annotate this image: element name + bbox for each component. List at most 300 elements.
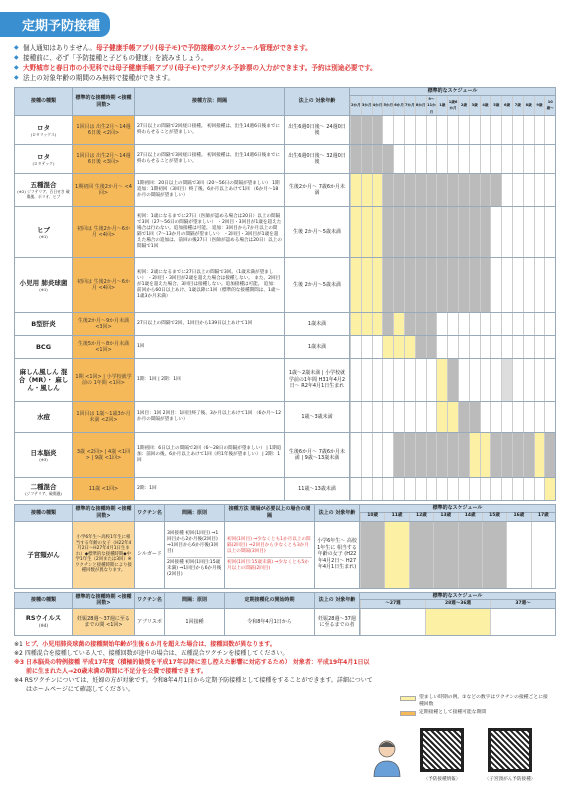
vaccine-frequency: 1回目は 出生2月〜14週6日後 <3回> xyxy=(73,145,135,174)
schedule-cells xyxy=(350,258,556,313)
schedule-cell xyxy=(350,336,361,358)
schedule-cell xyxy=(447,402,458,432)
schedule-cell xyxy=(447,359,458,401)
schedule-cell xyxy=(480,116,491,144)
schedule-cell xyxy=(512,478,523,500)
schedule-cell xyxy=(350,207,361,257)
schedule-cell xyxy=(372,478,383,500)
schedule-cell xyxy=(501,336,512,358)
vaccine-name: ロタ (ロタテック) xyxy=(15,145,73,174)
schedule-cell xyxy=(523,478,534,500)
schedule-cell xyxy=(372,145,383,173)
target-age: 出生6週0日後〜 24週0日後 xyxy=(285,116,350,145)
col-header: ワクチン名 xyxy=(135,505,165,522)
page-title: 定期予防接種 xyxy=(0,12,110,37)
col-header: 間隔：原則 xyxy=(165,592,225,609)
schedule-cell xyxy=(501,207,512,257)
schedule-cell xyxy=(512,359,523,401)
schedule-cells xyxy=(350,207,556,258)
schedule-cell xyxy=(512,116,523,144)
schedule-cell xyxy=(512,258,523,312)
schedule-cell xyxy=(393,433,404,477)
col-header: 標準的な接種時期 <接種回数> xyxy=(73,505,135,522)
vaccine-name: BCG xyxy=(15,336,73,359)
bullet-item: ◆ 接種前に、必ず「予防接種と子どもの健康」を読みましょう。 xyxy=(14,53,556,63)
bullet-item: ◆ 大野城市と春日市の小児科では母子健康手帳アプリ(母子モ)でデジタル予診票の入力ができます。予約は別途必要です。 xyxy=(14,63,556,73)
schedule-cell xyxy=(350,145,361,173)
schedule-cell xyxy=(436,478,447,500)
schedule-cell xyxy=(426,359,437,401)
schedule-col-label: 9〜11か月 xyxy=(427,96,436,114)
vaccine-name: 小児用 肺炎球菌 (※1) xyxy=(15,258,73,313)
schedule-cells xyxy=(350,174,556,207)
schedule-cell xyxy=(361,207,372,257)
schedule-col-label: 9歳 xyxy=(534,96,545,116)
schedule-cell xyxy=(436,116,447,144)
col-header: 接種の種類 xyxy=(15,592,73,609)
schedule-cell xyxy=(490,313,501,335)
schedule-col-label: 5か月 xyxy=(382,96,393,116)
schedule-cell xyxy=(458,174,469,206)
schedule-cell xyxy=(512,402,523,432)
schedule-cell xyxy=(523,207,534,257)
schedule-cell xyxy=(501,145,512,173)
schedule-cell xyxy=(350,258,361,312)
col-header: 法上の 対象年齢 xyxy=(315,592,360,609)
schedule-cell xyxy=(415,207,426,257)
schedule-col-label: 5歳 xyxy=(490,96,501,116)
schedule-cell xyxy=(469,313,480,335)
schedule-col-label: 13歳 xyxy=(433,513,457,521)
vaccine-method: 1回 xyxy=(135,336,285,359)
target-age: 1歳〜3歳未満 xyxy=(285,402,350,433)
schedule-cell xyxy=(501,402,512,432)
schedule-cell xyxy=(415,359,426,401)
vaccine-method: 1期：1回 | 2期：1回 xyxy=(135,359,285,402)
schedule-cell xyxy=(404,116,415,144)
schedule-cell xyxy=(447,433,458,477)
schedule-cell xyxy=(382,174,393,206)
schedule-cell xyxy=(512,174,523,206)
schedule-col-label: 28週〜36週 xyxy=(425,600,490,608)
schedule-cell xyxy=(447,174,458,206)
target-age: 11歳〜13歳未満 xyxy=(285,478,350,501)
schedule-cell xyxy=(458,313,469,335)
col-header: 標準的な接種時期 <接種回数> xyxy=(73,88,135,116)
schedule-cell xyxy=(501,359,512,401)
schedule-cell xyxy=(523,336,534,358)
schedule-cell xyxy=(382,359,393,401)
schedule-cell xyxy=(544,116,555,144)
schedule-cell xyxy=(501,116,512,144)
schedule-cell xyxy=(490,336,501,358)
legend-item: 望ましい時期の例。①などの数字はワクチンの接種ごとに接種回数 xyxy=(400,695,550,708)
col-header: ワクチン名 xyxy=(135,592,165,609)
schedule-cell xyxy=(512,433,523,477)
schedule-cell xyxy=(534,258,545,312)
schedule-cell xyxy=(544,478,555,500)
schedule-cell xyxy=(404,258,415,312)
schedule-cell xyxy=(361,336,372,358)
target-age: 1歳未満 xyxy=(285,336,350,359)
schedule-cell xyxy=(501,313,512,335)
schedule-cell xyxy=(372,359,383,401)
schedule-cell xyxy=(415,258,426,312)
table-row xyxy=(15,116,556,145)
schedule-cell xyxy=(426,336,437,358)
schedule-col-label: 7歳 xyxy=(512,96,523,116)
vaccine-name: 日本脳炎 (※3) xyxy=(15,433,73,478)
schedule-cell xyxy=(426,116,437,144)
schedule-cell xyxy=(404,207,415,257)
schedule-cell xyxy=(544,207,555,257)
schedule-col-label: 37週〜 xyxy=(490,600,555,608)
bullet-list xyxy=(14,43,556,83)
interval-rule: 3回接種 初回(1回目) ⇒1回目から2か月後(2回目) ⇒1回目から6か月後(3回目) 2回接種 初回(1回目:15歳未満) ⇒1回目から6か月後(2回目) xyxy=(165,521,225,588)
schedule-cells xyxy=(360,609,556,636)
schedule-col-label: 7か月 xyxy=(404,96,415,116)
schedule-col-label: 15歳 xyxy=(482,513,506,521)
note: ※2 四種混合を接種している人で、接種回数が途中の場合は、五種混合ワクチンを接種してください。 xyxy=(14,650,289,657)
schedule-cells xyxy=(350,116,556,145)
schedule-cell xyxy=(480,433,491,477)
notes xyxy=(14,640,374,694)
schedule-cell xyxy=(458,145,469,173)
schedule-cell xyxy=(458,478,469,500)
schedule-cell xyxy=(436,359,447,401)
schedule-cell xyxy=(544,174,555,206)
schedule-col-label: 1歳6か月 xyxy=(447,96,458,116)
schedule-col-label: 10歳〜 xyxy=(544,96,555,116)
interval-extended: 初回(1回目) ⇒少なくとも1か月以上の間隔(2回目) ⇒2回目から少なくとも3か月以上の間隔(3回目) 初回(1回目:15歳未満) ⇒少なくとも5か月以上の間隔(2回目) xyxy=(225,521,315,588)
schedule-col-label: 2歳 xyxy=(458,96,469,116)
schedule-cell xyxy=(523,402,534,432)
bullet-item: ◆ 個人通知はありません。母子健康手帳アプリ(母子モ)で予防接種のスケジュール管理ができます。 xyxy=(14,43,556,53)
vaccine-name: ヒブ (※1) xyxy=(15,207,73,258)
schedule-cell xyxy=(490,258,501,312)
vaccine-method: 1回目：1回 2回目：1回目終了後、3か月以上あけて1回 （6か月〜12か月の間隔が望ましい） xyxy=(135,402,285,433)
schedule-cell xyxy=(447,313,458,335)
vaccine-name: 二種混合 (ジフテリア、破傷風) xyxy=(15,478,73,501)
target-age: 生後 2か月〜5歳未満 xyxy=(285,207,350,258)
table-row xyxy=(15,359,556,402)
col-header: 法上の 対象年齢 xyxy=(285,88,350,116)
vaccine-method: 27日以上の間隔で2回、1回目から139日以上あけて1回 xyxy=(135,313,285,336)
col-header: 定期接種化の開始時期 xyxy=(225,592,315,609)
schedule-cell xyxy=(404,433,415,477)
table-row xyxy=(15,258,556,313)
schedule-cell xyxy=(350,174,361,206)
schedule-cell xyxy=(436,174,447,206)
schedule-cell xyxy=(361,359,372,401)
schedule-cell xyxy=(480,258,491,312)
schedule-cell xyxy=(350,402,361,432)
schedule-col-label: 〜27週 xyxy=(360,600,425,608)
schedule-cell xyxy=(393,336,404,358)
schedule-cell xyxy=(469,336,480,358)
schedule-cell xyxy=(372,174,383,206)
schedule-cell xyxy=(469,433,480,477)
schedule-cells xyxy=(360,521,556,588)
schedule-cell xyxy=(415,174,426,206)
schedule-cell xyxy=(458,522,482,588)
vaccine-frequency: 小学6年生〜高校1年生に相当する年齢の女子（H22年4月2日〜H27年4月1日生まれ）◆標準的な接種時期◆中学1年生（2回または3回）※ワクチンと接種時期により接種回数が異なります。 xyxy=(73,521,135,588)
vaccine-name: 水痘 xyxy=(15,402,73,433)
schedule-cell xyxy=(382,402,393,432)
qr-code-icon[interactable] xyxy=(488,728,532,772)
schedule-cell xyxy=(372,207,383,257)
schedule-cell xyxy=(458,116,469,144)
schedule-cell xyxy=(480,207,491,257)
target-age: 小学6年生〜 高校1年生に 相当する年齢の女子 (H22年4月2日〜 H27年4月1日生まれ) xyxy=(315,521,360,588)
schedule-cell xyxy=(415,336,426,358)
schedule-cell xyxy=(372,313,383,335)
schedule-cells xyxy=(350,336,556,359)
schedule-cell xyxy=(490,174,501,206)
vaccine-name: 子宮頸がん xyxy=(15,521,73,588)
target-age: 生後6か月〜 7歳6か月未満 | 9歳〜13歳未満 xyxy=(285,433,350,478)
schedule-cell xyxy=(415,116,426,144)
schedule-cell xyxy=(512,145,523,173)
schedule-cell xyxy=(426,402,437,432)
schedule-col-label: 6か月 xyxy=(393,96,404,116)
schedule-col-label: 3か月 xyxy=(361,96,372,116)
qr-label: 〈子宮頸がん予防接種〉 xyxy=(484,777,536,782)
schedule-cells xyxy=(350,313,556,336)
schedule-cell xyxy=(426,433,437,477)
schedule-cell xyxy=(404,359,415,401)
schedule-cell xyxy=(544,336,555,358)
vaccine-name: 五種混合 (※2) ジフテリア、百日せき 破傷風、ポリオ、ヒブ xyxy=(15,174,73,207)
schedule-cell xyxy=(393,207,404,257)
target-age: 生後2か月〜 7歳6か月未満 xyxy=(285,174,350,207)
schedule-cells xyxy=(350,433,556,478)
schedule-cell xyxy=(480,478,491,500)
schedule-cell xyxy=(523,433,534,477)
schedule-cell xyxy=(426,478,437,500)
note: ※3 日本脳炎の特例接種 平成17年度（積極的勧奨を平成17年以降に差し控えた影響に対応するため） 対象者：平成19年4月1日以前に生まれた人→20歳未満の期間に不足分を公費で接種できます。 xyxy=(14,659,370,675)
schedule-cell xyxy=(490,145,501,173)
schedule-cell xyxy=(409,522,433,588)
schedule-cell xyxy=(501,433,512,477)
schedule-cell xyxy=(469,116,480,144)
schedule-cell xyxy=(447,478,458,500)
schedule-cell xyxy=(426,207,437,257)
schedule-cell xyxy=(436,258,447,312)
schedule-cell xyxy=(350,359,361,401)
table-row xyxy=(15,145,556,174)
schedule-cell xyxy=(501,478,512,500)
schedule-cell xyxy=(512,336,523,358)
schedule-cell xyxy=(469,207,480,257)
schedule-col-label: 4歳 xyxy=(480,96,491,116)
table-row xyxy=(15,402,556,433)
schedule-cell xyxy=(415,433,426,477)
schedule-cell xyxy=(361,478,372,500)
schedule-cell xyxy=(426,145,437,173)
schedule-cell xyxy=(372,336,383,358)
col-header: 接種方法：間隔 xyxy=(135,88,285,116)
schedule-cell xyxy=(544,402,555,432)
vaccine-brand: アブリスボ xyxy=(135,609,165,636)
schedule-header: 標準的なスケジュール 10歳 11歳 12歳 13歳 14歳 15歳 16歳 17歳 xyxy=(360,505,556,522)
schedule-cell xyxy=(490,359,501,401)
schedule-cell xyxy=(458,402,469,432)
table-row xyxy=(15,336,556,359)
target-age: 妊娠28週〜37週に至るまでの者 xyxy=(315,609,360,636)
schedule-cell xyxy=(534,336,545,358)
schedule-cell xyxy=(361,116,372,144)
schedule-cell xyxy=(534,313,545,335)
schedule-cell xyxy=(523,174,534,206)
bullet-item: ◆ 法上の対象年齢の期間のみ無料で接種ができます。 xyxy=(14,73,556,83)
schedule-cell xyxy=(436,313,447,335)
table-row xyxy=(15,313,556,336)
schedule-cell xyxy=(490,478,501,500)
schedule-cell xyxy=(393,313,404,335)
vaccine-method: 初回：2歳になるまでに27日以上の間隔で3回。（1歳未満が望ましい） ・2回目・3回目が2歳を超えた場合は接種しない。 また、2回目が1歳を超えた場合、3回目は接種しない。追加接種は可能。 追加：前回から60日以上あけ、1歳以降に1回（標準的な接種期間は、1歳〜1歳3か月未満） xyxy=(135,258,285,313)
vaccine-name: ロタ (ロタリックス) xyxy=(15,116,73,145)
schedule-cell xyxy=(480,313,491,335)
vaccine-frequency: 1回目は 出生2月〜14週6日後 <2回> xyxy=(73,116,135,145)
legend-item: 定期接種として接種可能な期間 xyxy=(400,710,550,717)
vaccine-table xyxy=(14,87,556,501)
schedule-cell xyxy=(404,313,415,335)
vaccine-frequency: 初回は 生後2か月〜6か月 <4回> xyxy=(73,258,135,313)
schedule-cell xyxy=(426,258,437,312)
schedule-cell xyxy=(458,336,469,358)
schedule-cell xyxy=(350,313,361,335)
qr-code-icon[interactable] xyxy=(420,728,464,772)
schedule-cell xyxy=(534,478,545,500)
schedule-cell xyxy=(458,433,469,477)
table-row xyxy=(15,207,556,258)
schedule-cell xyxy=(404,402,415,432)
schedule-cell xyxy=(458,258,469,312)
vaccine-method: 初回：1歳になるまでに27日（医師が認める場合は20日）以上の間隔で3回（27〜56日の間隔が望ましい） ・2回目・3回目が1歳を超えた場合は行わない。追加接種は可能。 追加：3回目から7か月以上の間隔で1回（7〜13か月の間隔が望ましい） ・2回目・3回目が1歳を超えた場合の追加は、前回の後27日（医師が認める場合は20日）以上の間隔で1回 xyxy=(135,207,285,258)
schedule-cell xyxy=(544,359,555,401)
vaccine-method: 1期初回：6日以上の間隔で2回（6〜28日の間隔が望ましい） | 1期追加：前回の後、6か月以上あけて1回（約1年後が望ましい） | 2期：1回 xyxy=(135,433,285,478)
schedule-cell xyxy=(490,116,501,144)
schedule-cell xyxy=(436,402,447,432)
col-header: 接種方法 間隔が必要以上の場合の間隔 xyxy=(225,505,315,522)
vaccine-name: RSウイルス (※4) xyxy=(15,609,73,636)
schedule-cell xyxy=(490,433,501,477)
schedule-cell xyxy=(436,336,447,358)
schedule-cell xyxy=(469,174,480,206)
schedule-cell xyxy=(523,359,534,401)
schedule-cell xyxy=(534,174,545,206)
schedule-cell xyxy=(469,258,480,312)
schedule-cell xyxy=(436,145,447,173)
legend xyxy=(400,695,550,719)
schedule-cell xyxy=(512,207,523,257)
vaccine-frequency: 初回は 生後2か月〜6か月 <4回> xyxy=(73,207,135,258)
schedule-cell xyxy=(415,313,426,335)
schedule-cell xyxy=(382,145,393,173)
schedule-cell xyxy=(480,359,491,401)
vaccine-frequency: 妊娠28週〜37週に至るまでの間 <1回> xyxy=(73,609,135,636)
schedule-col-label: 14歳 xyxy=(458,513,482,521)
schedule-cell xyxy=(393,258,404,312)
schedule-header: 標準的なスケジュール 〜27週 28週〜36週 37週〜 xyxy=(360,592,556,609)
schedule-cell xyxy=(404,478,415,500)
schedule-cell xyxy=(404,336,415,358)
vaccine-brand: シルガード xyxy=(135,521,165,588)
schedule-cell xyxy=(372,433,383,477)
schedule-cell xyxy=(501,258,512,312)
table-row xyxy=(15,174,556,207)
schedule-cell xyxy=(480,174,491,206)
person-illustration xyxy=(370,737,404,777)
schedule-col-label: 16歳 xyxy=(506,513,530,521)
schedule-cell xyxy=(447,116,458,144)
schedule-cell xyxy=(415,402,426,432)
schedule-cell xyxy=(447,207,458,257)
vaccine-name: B型肝炎 xyxy=(15,313,73,336)
vaccine-frequency: 生後2か月〜9か月未満 <3回> xyxy=(73,313,135,336)
target-age: 生後 2か月〜5歳未満 xyxy=(285,258,350,313)
hpv-table xyxy=(14,504,556,589)
schedule-cell xyxy=(426,313,437,335)
vaccine-frequency: 生後5か月〜8か月未満 <1回> xyxy=(73,336,135,359)
schedule-cell xyxy=(458,359,469,401)
schedule-cell xyxy=(544,433,555,477)
schedule-cell xyxy=(393,359,404,401)
schedule-cell xyxy=(361,433,372,477)
schedule-cells xyxy=(350,145,556,174)
schedule-cell xyxy=(480,145,491,173)
schedule-col-label: 2か月 xyxy=(350,96,361,116)
vaccine-method: 27日以上の間隔で2回経口接種。 初回接種は、出生14週6日後までに終わらせることが望ましい。 xyxy=(135,116,285,145)
schedule-cell xyxy=(382,313,393,335)
schedule-cell xyxy=(436,433,447,477)
table-row xyxy=(15,478,556,501)
interval-rule: 1回接種 xyxy=(165,609,225,636)
schedule-cell xyxy=(372,258,383,312)
schedule-cell xyxy=(360,522,384,588)
schedule-header: 標準的なスケジュール 2か月 3か月 4か月 5か月 6か月 7か月 8か月 9〜11か月 1歳 1歳6か月 2歳 3歳 4歳 5歳 6歳 7歳 8歳 9歳 10歳〜 xyxy=(351,88,554,114)
note: ※1 ヒブ、小児用肺炎球菌の接種開始年齢が生後６か月を超えた場合は、接種回数が異なります。 xyxy=(14,641,276,648)
schedule-cell xyxy=(544,313,555,335)
schedule-cell xyxy=(350,116,361,144)
schedule-cell xyxy=(447,145,458,173)
schedule-cell xyxy=(534,433,545,477)
schedule-cell xyxy=(361,313,372,335)
schedule-cell xyxy=(447,336,458,358)
schedule-cell xyxy=(501,174,512,206)
schedule-cell xyxy=(482,522,506,588)
schedule-cell xyxy=(544,145,555,173)
schedule-cell xyxy=(382,258,393,312)
schedule-col-label: 1歳 xyxy=(436,96,447,116)
schedule-cell xyxy=(534,145,545,173)
schedule-cell xyxy=(372,116,383,144)
schedule-cell xyxy=(382,207,393,257)
vaccine-frequency: 1期初回 生後2か月〜 <4回> xyxy=(73,174,135,207)
col-header: 接種の種類 xyxy=(15,505,73,522)
schedule-cell xyxy=(534,116,545,144)
schedule-col-label: 6歳 xyxy=(501,96,512,116)
schedule-col-label: 8歳 xyxy=(523,96,534,116)
schedule-cell xyxy=(458,207,469,257)
col-header: 接種の種類 xyxy=(15,88,73,116)
col-header: 法上の 対象年齢 xyxy=(315,505,360,522)
schedule-col-label: 8か月 xyxy=(415,96,426,116)
schedule-cell xyxy=(382,478,393,500)
schedule-cell xyxy=(382,336,393,358)
schedule-cell xyxy=(544,258,555,312)
